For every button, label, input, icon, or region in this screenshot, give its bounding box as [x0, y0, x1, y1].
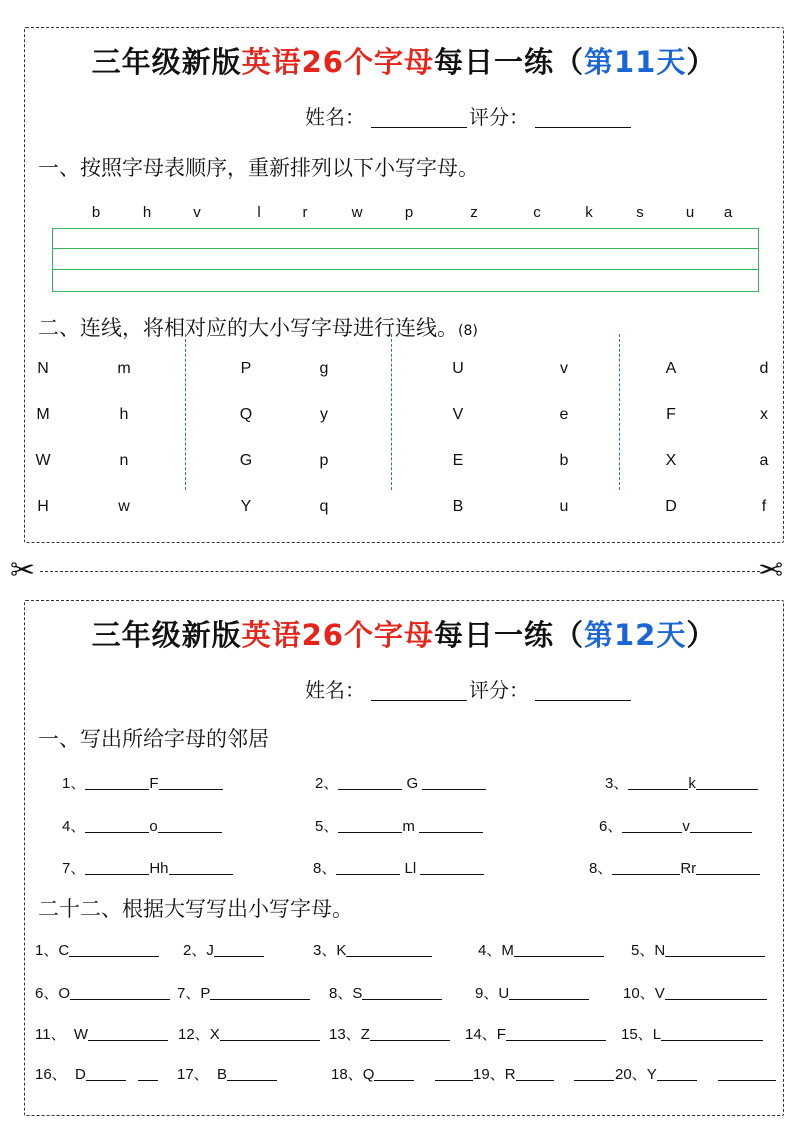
given-letter: S [352, 985, 363, 1002]
letter-item: a [723, 204, 733, 221]
letter-item: z [470, 204, 478, 221]
given-letter: P [200, 985, 211, 1002]
answer-blank[interactable] [696, 776, 758, 790]
given-letter: W [73, 1026, 89, 1043]
column-divider [391, 334, 392, 490]
title-practice: 每日一练（ [433, 45, 584, 79]
given-letter: F [149, 775, 159, 792]
answer-blank[interactable] [85, 861, 149, 875]
item-number: 5、 [315, 818, 339, 835]
score-field[interactable] [535, 681, 631, 701]
item-number: 2、 [183, 942, 207, 959]
neighbor-item [62, 772, 223, 793]
name-label: 姓名： [305, 105, 365, 129]
uppercase-item [631, 939, 765, 960]
item-number: 8、 [313, 860, 337, 877]
score-label: 评分： [469, 678, 529, 702]
answer-blank[interactable] [506, 1027, 606, 1041]
answer-blank[interactable] [665, 943, 765, 957]
answer-blank[interactable] [220, 1027, 320, 1041]
answer-blank[interactable] [435, 1067, 473, 1081]
title-grade: 三年级新版 [91, 45, 242, 79]
letter-item: s [636, 204, 644, 221]
item-number: 9、 [475, 985, 499, 1002]
title-subject: 英语26个字母 [241, 618, 434, 652]
neighbor-item [62, 857, 233, 878]
match-letter[interactable]: W [35, 452, 51, 469]
name-field[interactable] [371, 681, 467, 701]
neighbor-item [315, 772, 486, 793]
given-letter: V [654, 985, 665, 1002]
answer-blank[interactable] [509, 986, 589, 1000]
neighbor-item [599, 815, 752, 836]
title-grade: 三年级新版 [91, 618, 242, 652]
given-letter: Hh [149, 860, 169, 877]
scissors-icon: ✂ [758, 553, 784, 588]
answer-blank[interactable] [622, 819, 682, 833]
letter-item: l [257, 204, 261, 221]
answer-blank[interactable] [88, 1027, 168, 1041]
writing-line [53, 269, 758, 270]
letter-item: w [351, 204, 363, 221]
item-number: 1、 [62, 775, 86, 792]
match-letter[interactable]: n [119, 452, 129, 469]
match-letter[interactable]: b [559, 452, 569, 469]
match-letter[interactable]: Q [239, 406, 253, 423]
match-letter[interactable]: H [37, 498, 49, 515]
answer-blank[interactable] [336, 861, 400, 875]
match-letter[interactable]: p [319, 452, 329, 469]
name-field[interactable] [371, 108, 467, 128]
item-number: 6、 [599, 818, 623, 835]
match-letter[interactable]: q [319, 498, 329, 515]
uppercase-item [177, 1063, 277, 1084]
uppercase-item [35, 1023, 168, 1044]
given-letter: Y [646, 1066, 657, 1083]
given-letter: C [58, 942, 70, 959]
given-letter: G [406, 775, 419, 792]
match-letter[interactable]: Y [240, 498, 252, 515]
uppercase-item [478, 939, 604, 960]
worksheet-title [25, 40, 783, 81]
given-letter: J [206, 942, 214, 959]
answer-blank[interactable] [70, 986, 170, 1000]
answer-blank[interactable] [138, 1067, 158, 1081]
writing-lines-box[interactable] [52, 228, 759, 292]
letter-item: r [302, 204, 308, 221]
letter-item: h [142, 204, 152, 221]
item-number: 7、 [62, 860, 86, 877]
worksheet-title [25, 613, 783, 654]
given-letter: m [402, 818, 415, 835]
answer-blank[interactable] [214, 943, 264, 957]
given-letter: K [336, 942, 347, 959]
answer-blank[interactable] [69, 943, 159, 957]
uppercase-item [35, 1063, 158, 1084]
answer-blank[interactable] [696, 861, 760, 875]
answer-blank[interactable] [159, 776, 223, 790]
given-letter: v [682, 818, 690, 835]
match-letter[interactable]: B [452, 498, 464, 515]
item-number: 3、 [313, 942, 337, 959]
uppercase-item [621, 1023, 763, 1044]
item-number: 3、 [605, 775, 629, 792]
column-divider [185, 334, 186, 490]
item-number: 11、 [35, 1026, 66, 1043]
title-practice: 每日一练（ [433, 618, 584, 652]
given-letter: F [496, 1026, 506, 1043]
title-day: 第11天 [584, 45, 687, 79]
section-score: (8) [458, 323, 478, 339]
letter-item: p [404, 204, 414, 221]
answer-blank[interactable] [370, 1027, 450, 1041]
match-letter[interactable]: A [665, 360, 677, 377]
answer-blank[interactable] [210, 986, 310, 1000]
given-letter: Z [360, 1026, 370, 1043]
uppercase-item [475, 982, 589, 1003]
item-number: 13、 [329, 1026, 361, 1043]
uppercase-item [313, 939, 432, 960]
worksheet-day-11 [24, 27, 784, 543]
item-number: 19、 [473, 1066, 505, 1083]
match-letter[interactable]: D [665, 498, 677, 515]
answer-blank[interactable] [85, 776, 149, 790]
name-score-row [305, 101, 633, 130]
match-letter[interactable]: M [36, 406, 50, 423]
section-heading-2-text: 二、连线，将相对应的大小写字母进行连线。 [38, 316, 458, 340]
answer-blank[interactable] [338, 819, 402, 833]
worksheet-day-12 [24, 600, 784, 1116]
match-letter[interactable]: u [559, 498, 569, 515]
match-letter[interactable]: v [560, 360, 568, 377]
uppercase-item [473, 1063, 614, 1084]
item-number: 2、 [315, 775, 339, 792]
match-letter[interactable]: N [37, 360, 49, 377]
given-letter: Rr [680, 860, 697, 877]
match-letter[interactable]: y [320, 406, 328, 423]
given-letter: B [217, 1066, 228, 1083]
answer-blank[interactable] [612, 861, 680, 875]
neighbor-item [62, 815, 222, 836]
given-letter: o [149, 818, 158, 835]
answer-blank[interactable] [338, 776, 402, 790]
writing-line [53, 248, 758, 249]
given-letter: D [75, 1066, 86, 1083]
answer-blank[interactable] [158, 819, 222, 833]
letter-item: u [685, 204, 695, 221]
item-number: 8、 [329, 985, 353, 1002]
answer-blank[interactable] [374, 1067, 414, 1081]
section-heading-2 [38, 312, 478, 342]
given-letter: U [498, 985, 510, 1002]
answer-blank[interactable] [86, 1067, 126, 1081]
given-letter: k [688, 775, 696, 792]
score-field[interactable] [535, 108, 631, 128]
answer-blank[interactable] [346, 943, 432, 957]
given-letter: R [504, 1066, 516, 1083]
item-number: 16、 [35, 1066, 67, 1083]
neighbor-item [605, 772, 758, 793]
section-heading-2: 二十二、根据大写写出小写字母。 [38, 897, 353, 921]
match-letter[interactable]: f [761, 498, 767, 515]
given-letter: L [652, 1026, 662, 1043]
item-number: 12、 [178, 1026, 210, 1043]
uppercase-item [329, 1023, 450, 1044]
uppercase-item [615, 1063, 776, 1084]
item-number: 4、 [62, 818, 86, 835]
uppercase-item [35, 939, 159, 960]
uppercase-item [623, 982, 767, 1003]
given-letter: Q [362, 1066, 375, 1083]
match-letter[interactable]: g [319, 360, 329, 377]
given-letter: O [58, 985, 71, 1002]
item-number: 7、 [177, 985, 201, 1002]
item-number: 17、 [177, 1066, 209, 1083]
answer-blank[interactable] [422, 776, 486, 790]
section-heading-1: 一、写出所给字母的邻居 [38, 727, 269, 751]
answer-blank[interactable] [169, 861, 233, 875]
answer-blank[interactable] [665, 986, 767, 1000]
letter-item: b [91, 204, 101, 221]
cut-line [40, 571, 760, 572]
match-letter[interactable]: a [759, 452, 769, 469]
match-letter[interactable]: e [559, 406, 569, 423]
item-number: 6、 [35, 985, 59, 1002]
title-day: 第12天 [584, 618, 687, 652]
item-number: 10、 [623, 985, 655, 1002]
letter-item: c [533, 204, 541, 221]
answer-blank[interactable] [85, 819, 149, 833]
given-letter: Ll [404, 860, 417, 877]
item-number: 15、 [621, 1026, 653, 1043]
given-letter: X [209, 1026, 220, 1043]
answer-blank[interactable] [628, 776, 688, 790]
answer-blank[interactable] [718, 1067, 776, 1081]
scissors-icon: ✂ [10, 553, 36, 588]
match-letter[interactable]: h [119, 406, 129, 423]
section-heading-1: 一、按照字母表顺序，重新排列以下小写字母。 [38, 156, 479, 180]
match-letter[interactable]: G [239, 452, 253, 469]
match-letter[interactable]: x [760, 406, 768, 423]
column-divider [619, 334, 620, 490]
uppercase-item [177, 982, 310, 1003]
answer-blank[interactable] [419, 819, 483, 833]
name-score-row [305, 674, 633, 703]
answer-blank[interactable] [514, 943, 604, 957]
name-label: 姓名： [305, 678, 365, 702]
match-letter[interactable]: U [452, 360, 464, 377]
match-letter[interactable]: F [666, 406, 676, 423]
item-number: 8、 [589, 860, 613, 877]
letters-row [25, 204, 783, 224]
item-number: 20、 [615, 1066, 647, 1083]
uppercase-item [465, 1023, 606, 1044]
match-letter[interactable]: E [452, 452, 464, 469]
given-letter: N [654, 942, 666, 959]
answer-blank[interactable] [420, 861, 484, 875]
title-subject: 英语26个字母 [241, 45, 434, 79]
answer-blank[interactable] [362, 986, 442, 1000]
answer-blank[interactable] [690, 819, 752, 833]
given-letter: M [501, 942, 514, 959]
neighbor-item [589, 857, 760, 878]
item-number: 4、 [478, 942, 502, 959]
answer-blank[interactable] [516, 1067, 554, 1081]
uppercase-item [178, 1023, 320, 1044]
uppercase-item [329, 982, 442, 1003]
letter-item: v [193, 204, 201, 221]
title-close: ） [686, 45, 717, 79]
uppercase-item [35, 982, 170, 1003]
match-letter[interactable]: w [118, 498, 130, 515]
score-label: 评分： [469, 105, 529, 129]
answer-blank[interactable] [227, 1067, 277, 1081]
match-letter[interactable]: m [117, 360, 131, 377]
match-letter[interactable]: P [240, 360, 252, 377]
uppercase-item [331, 1063, 473, 1084]
answer-blank[interactable] [574, 1067, 614, 1081]
item-number: 5、 [631, 942, 655, 959]
letter-item: k [585, 204, 593, 221]
uppercase-item [183, 939, 264, 960]
match-letter[interactable]: d [759, 360, 769, 377]
title-close: ） [686, 618, 717, 652]
answer-blank[interactable] [661, 1027, 763, 1041]
neighbor-item [315, 815, 483, 836]
match-letter[interactable]: X [665, 452, 677, 469]
neighbor-item [313, 857, 484, 878]
item-number: 18、 [331, 1066, 363, 1083]
item-number: 1、 [35, 942, 59, 959]
item-number: 14、 [465, 1026, 497, 1043]
match-letter[interactable]: V [452, 406, 464, 423]
answer-blank[interactable] [657, 1067, 697, 1081]
